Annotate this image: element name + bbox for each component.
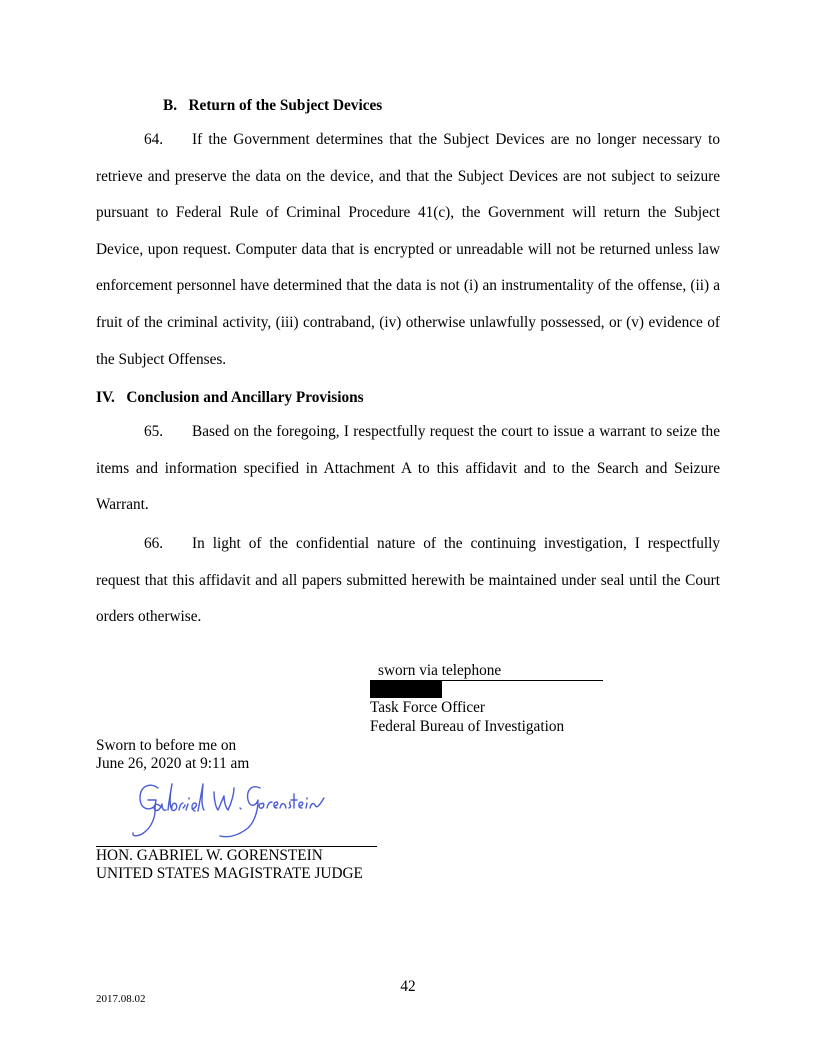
page-number: 42 bbox=[400, 978, 416, 995]
paragraph-text: If the Government determines that the Subject Devices are no longer necessary to retrieve and preserve the data on the device, and that the Subject Devices are not subject to seizure pursuant to Federal Rule of Criminal Procedure 41(c), the Government will return the Subject Device, upon request. Computer data that is encrypted or unreadable will not be returned unless law enforcement personnel have determined that the data is not (i) an instrumentality of the offense, (ii) a fruit of the criminal activity, (iii) contraband, (iv) otherwise unlawfully possessed, or (v) evidence of the Subject Offenses. bbox=[96, 131, 720, 368]
affiant-agency: Federal Bureau of Investigation bbox=[370, 718, 565, 735]
section-heading-return-of-devices: B. Return of the Subject Devices bbox=[163, 97, 383, 114]
judge-signature bbox=[128, 778, 328, 840]
section-heading-conclusion: IV. Conclusion and Ancillary Provisions bbox=[96, 389, 364, 406]
paragraph-65 bbox=[96, 414, 720, 524]
paragraph-number: 65. bbox=[144, 423, 164, 440]
paragraph-number: 64. bbox=[144, 131, 164, 148]
sworn-statement-line1: Sworn to before me on bbox=[96, 737, 237, 754]
paragraph-text: Based on the foregoing, I respectfully request the court to issue a warrant to seize the items and information specified in Attachment A to this affidavit and to the Search and Seizure Warrant. bbox=[96, 423, 720, 514]
judge-title: UNITED STATES MAGISTRATE JUDGE bbox=[96, 865, 363, 882]
affiant-signature-text: sworn via telephone bbox=[378, 662, 502, 679]
paragraph-64 bbox=[96, 122, 720, 378]
paragraph-number: 66. bbox=[144, 535, 164, 552]
paragraph-text: In light of the confidential nature of the continuing investigation, I respectfully request that this affidavit and all papers submitted herewith be maintained under seal until the Court orders otherwise. bbox=[96, 535, 720, 626]
affiant-title: Task Force Officer bbox=[370, 699, 486, 716]
paragraph-66 bbox=[96, 526, 720, 636]
document-code: 2017.08.02 bbox=[96, 993, 146, 1005]
judge-name: HON. GABRIEL W. GORENSTEIN bbox=[96, 847, 323, 864]
redacted-affiant-name bbox=[370, 680, 442, 698]
sworn-statement-date: June 26, 2020 at 9:11 am bbox=[96, 755, 250, 772]
